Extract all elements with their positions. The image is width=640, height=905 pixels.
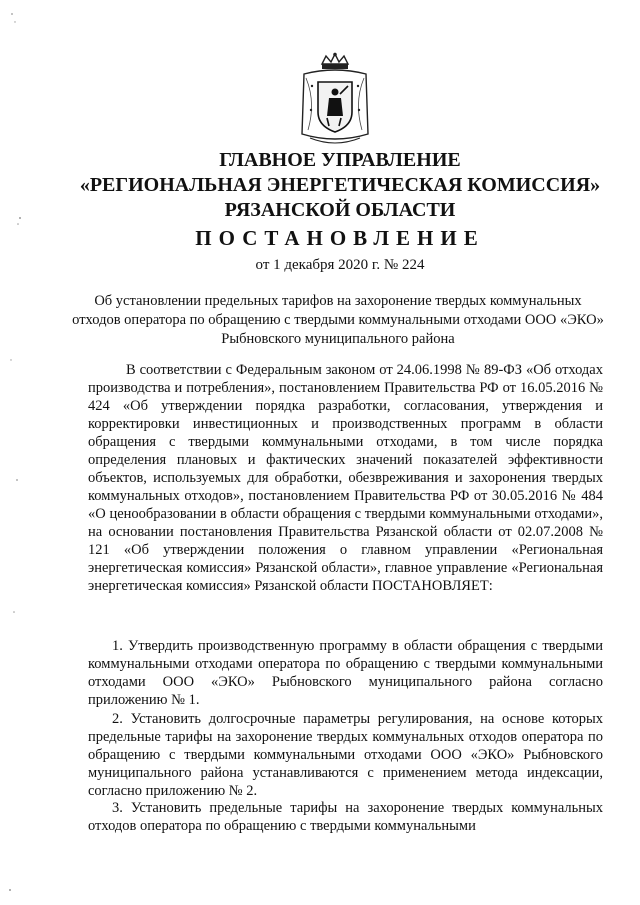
preamble-paragraph [88,361,603,595]
resolution-item-text: 2. Установить долгосрочные параметры регулирования, на основе которых предельные тарифы на захоронение твердых коммунальных отходов оператора по обращению с твердыми коммунальными отходами ООО «ЭКО» Рыбновского муниципального района устанавливаются с применением метода индексации, согласно приложению № 2. [88,711,603,799]
scan-edge-marks [2,0,24,905]
document-date: от 1 декабря 2020 г. № 224 [255,257,425,273]
resolution-item-text: 3. Установить предельные тарифы на захоронение твердых коммунальных отходов оператора по обращению с твердыми коммунальными [88,800,603,834]
resolution-item-3 [88,799,603,835]
issuer-line-1: ГЛАВНОЕ УПРАВЛЕНИЕ [219,149,461,171]
issuer-line-2: «РЕГИОНАЛЬНАЯ ЭНЕРГЕТИЧЕСКАЯ КОМИССИЯ» [79,174,601,196]
resolution-item-2 [88,710,603,800]
preamble-text: В соответствии с Федеральным законом от 24.06.1998 № 89-ФЗ «Об отходах производства и потребления», постановлением Правительства РФ от 16.05.2016 № 424 «Об утверждении порядка разработки, согласования, утверждения и корректировки инвестиционных и производственных программ в области обращения с твердыми коммунальными отходами, в том числе порядка определения плановых и фактических значений показателей эффективности объектов, используемых для обработки, обезвреживания и захоронения твердых коммунальных отходов», постановлением Правительства РФ от 30.05.2016 № 484 «О ценообразовании в области обращения с твердыми коммунальными отходами», на основании постановления Правительства Рязанской области от 02.07.2008 № 121 «Об утверждении положения о главном управлении «Региональная энергетическая комиссия» Рязанской области», главное управление «Региональная энергетическая комиссия» Рязанской области ПОСТАНОВЛЯЕТ: [88,362,603,594]
issuer-line-3: РЯЗАНСКОЙ ОБЛАСТИ [224,199,456,221]
resolution-item-text: 1. Утвердить производственную программу в области обращения с твердыми коммунальными отходами оператора по обращению с твердыми коммунальными отходами ООО «ЭКО» Рыбновского муниципального района согласно приложению № 1. [88,638,603,708]
document-subject: Об установлении предельных тарифов на захоронение твердых коммунальных отходов оператора по обращению с твердыми коммунальными отходами ООО «ЭКО» Рыбновского муниципального района [72,293,604,347]
document-title: ПОСТАНОВЛЕНИЕ [195,226,485,250]
coat-of-arms-icon [296,52,374,148]
resolution-item-1 [88,637,603,709]
issuer-header [60,148,620,223]
